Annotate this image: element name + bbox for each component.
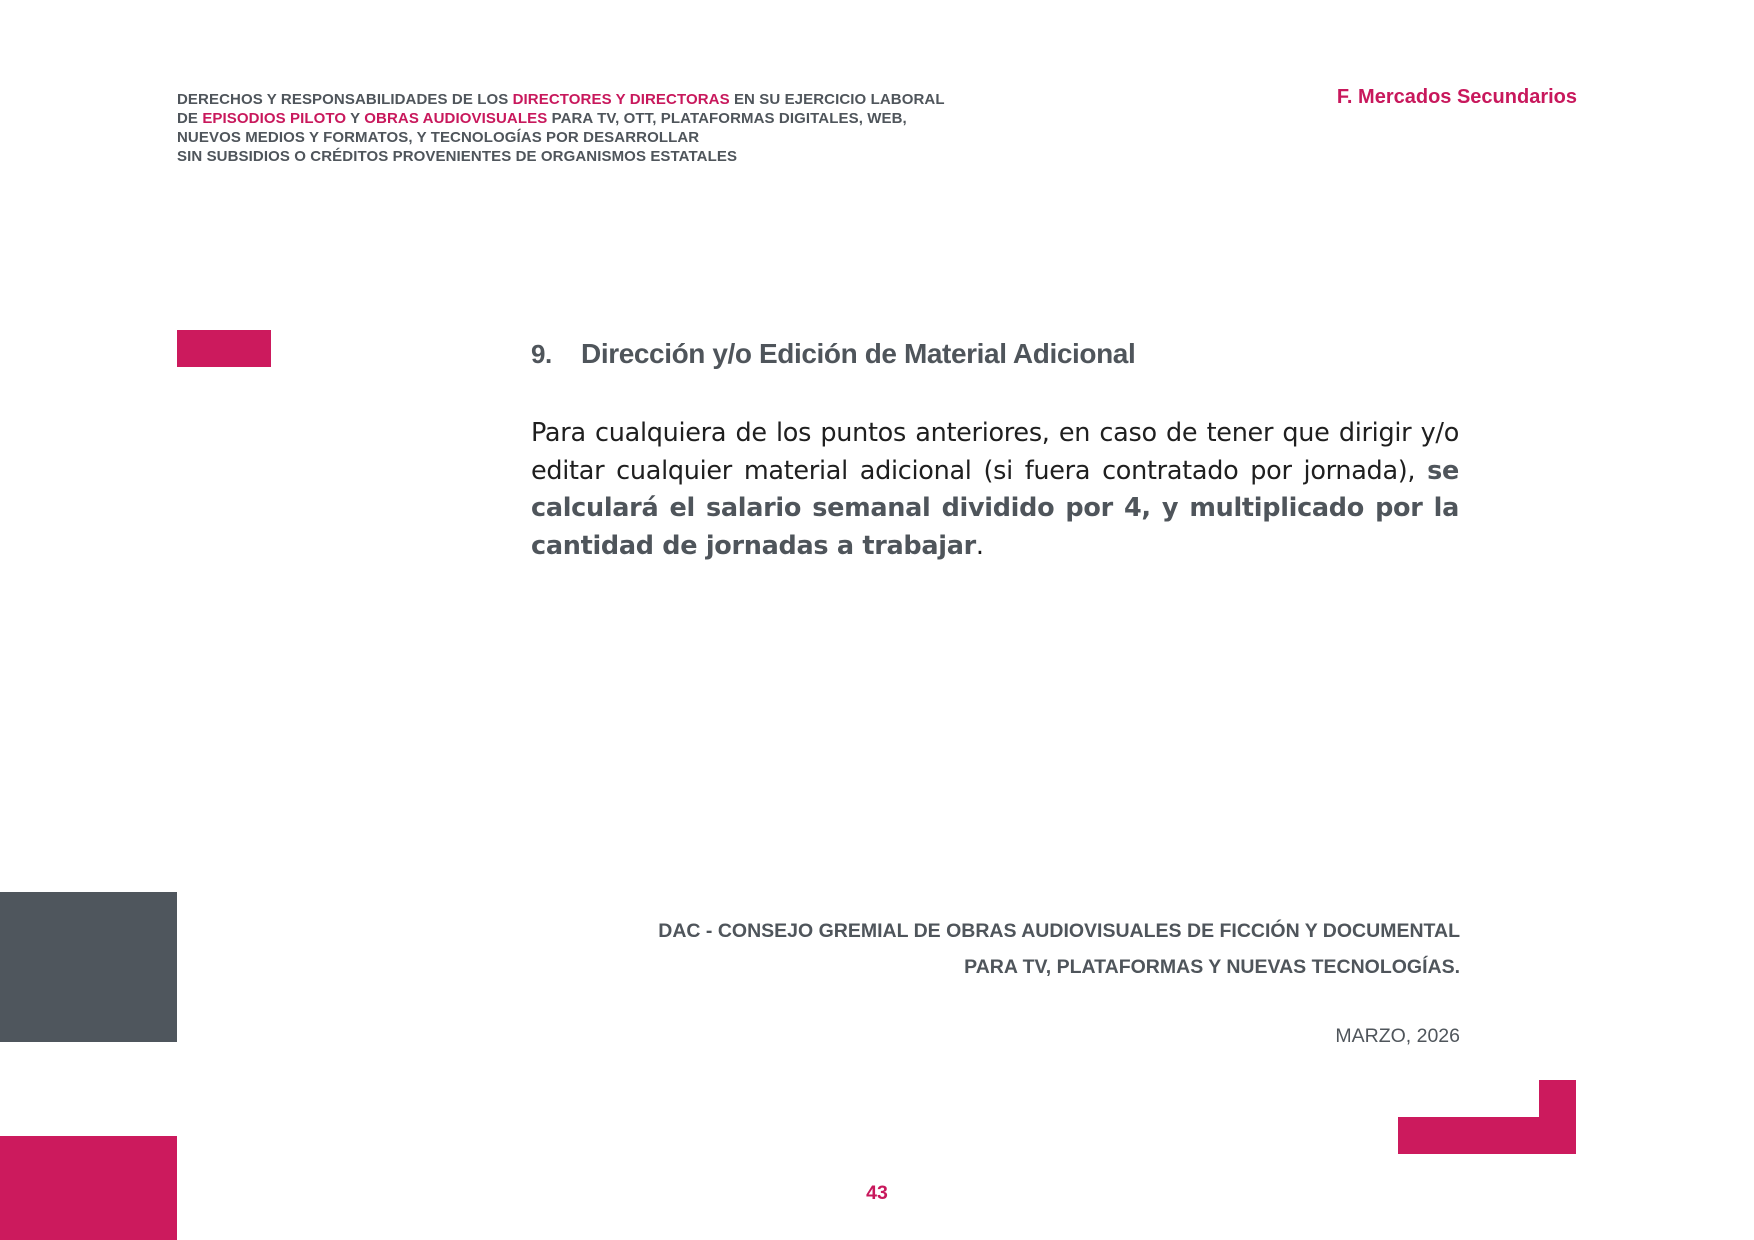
- title-accent-block: [177, 330, 271, 367]
- header-highlight: OBRAS AUDIOVISUALES: [364, 110, 548, 127]
- section-label: F. Mercados Secundarios: [1336, 86, 1577, 108]
- header-line-4: SIN SUBSIDIOS O CRÉDITOS PROVENIENTES DE ORGANISMOS ESTATALES: [177, 148, 738, 165]
- section-title-text: Dirección y/o Edición de Material Adicional: [581, 338, 1136, 369]
- body-bold-text: se calculará el salario semanal dividido por 4, y multiplicado por la cantidad de jornadas a trabajar: [531, 455, 1459, 561]
- footer-org-line-2: PARA TV, PLATAFORMAS Y NUEVAS TECNOLOGÍAS.: [964, 956, 1460, 978]
- gray-corner-block: [0, 892, 177, 1042]
- body-paragraph: [531, 415, 1459, 565]
- header-highlight: EPISODIOS PILOTO: [202, 110, 347, 127]
- header-highlight: DIRECTORES Y DIRECTORAS: [512, 91, 730, 108]
- section-title: [531, 338, 1461, 370]
- document-header: [177, 90, 1077, 166]
- section-number: 9.: [531, 339, 552, 369]
- header-line-3: NUEVOS MEDIOS Y FORMATOS, Y TECNOLOGÍAS POR DESARROLLAR: [177, 129, 700, 146]
- header-line-1: DERECHOS Y RESPONSABILIDADES DE LOS DIRECTORES Y DIRECTORAS EN SU EJERCICIO LABORAL: [177, 91, 945, 108]
- footer-organization: [560, 913, 1460, 985]
- header-line-2: DE EPISODIOS PILOTO Y OBRAS AUDIOVISUALES PARA TV, OTT, PLATAFORMAS DIGITALES, WEB,: [177, 110, 907, 127]
- footer-org-line-1: DAC - CONSEJO GREMIAL DE OBRAS AUDIOVISUALES DE FICCIÓN Y DOCUMENTAL: [658, 920, 1460, 942]
- body-regular-text: Para cualquiera de los puntos anteriores, en caso de tener que dirigir y/o editar cualquier material adicional (si fuera contratado por jornada),: [531, 418, 1459, 486]
- bracket-vertical-block: [1539, 1080, 1576, 1154]
- body-end-text: .: [975, 530, 984, 561]
- footer-date: MARZO, 2026: [1335, 1025, 1460, 1047]
- page-number: 43: [866, 1182, 888, 1204]
